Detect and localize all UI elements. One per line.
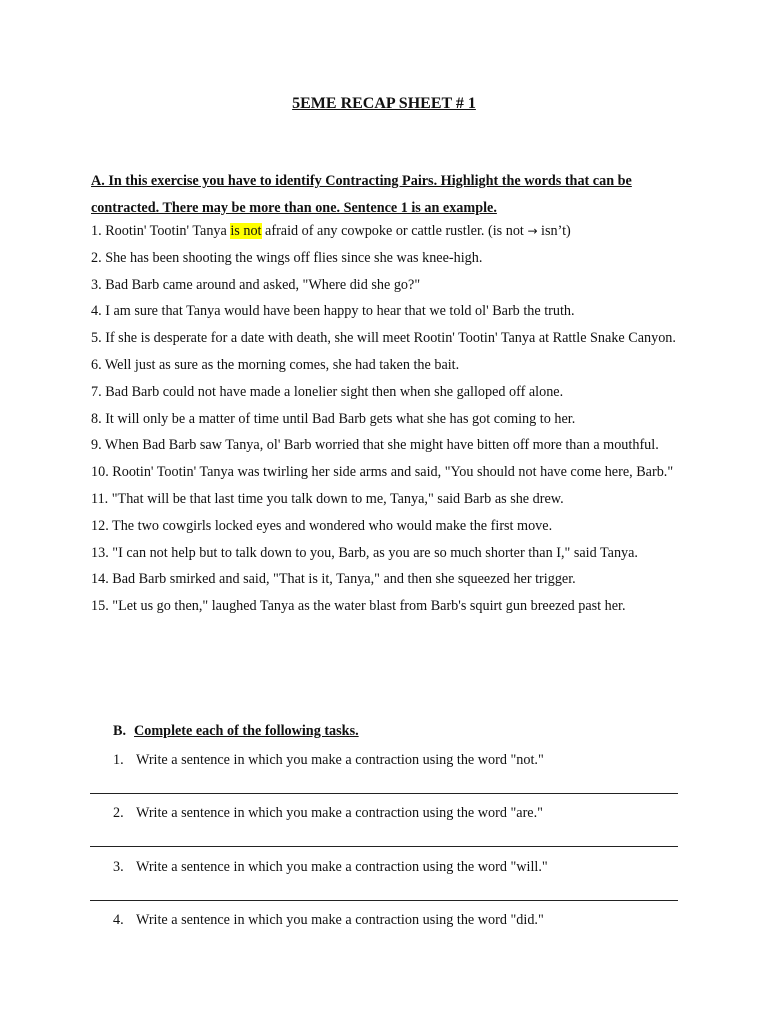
task-item (113, 912, 544, 929)
task-item (113, 752, 544, 769)
task-number: 2. (113, 805, 124, 821)
section-b-letter: B. (113, 723, 127, 739)
task-number: 3. (113, 859, 124, 875)
sentence-item: 2. She has been shooting the wings off flies since she was knee-high. (91, 249, 483, 266)
sentence-list (91, 218, 691, 620)
task-text: Write a sentence in which you make a contraction using the word "did." (136, 912, 544, 928)
sentence-item: 5. If she is desperate for a date with death, she will meet Rootin' Tootin' Tanya at Rattle Snake Canyon. (91, 330, 676, 347)
sentence-example (91, 218, 691, 245)
sentence-item: 13. "I can not help but to talk down to you, Barb, as you are so much shorter than I," said Tanya. (91, 544, 638, 561)
task-number: 1. (113, 752, 124, 768)
section-a-example-note: Sentence 1 is an example. (340, 200, 497, 216)
arrow-right-icon: → (527, 224, 538, 238)
sentence-item: 15. "Let us go then," laughed Tanya as the water blast from Barb's squirt gun breezed past her. (91, 598, 626, 615)
sentence-item: 6. Well just as sure as the morning comes, she had taken the bait. (91, 356, 460, 373)
section-b-heading (113, 723, 359, 740)
task-item (113, 859, 548, 876)
sentence-item: 7. Bad Barb could not have made a lonelier sight then when she galloped off alone. (91, 383, 564, 400)
page-title: 5EME RECAP SHEET # 1 (292, 95, 476, 112)
sentence-item: 14. Bad Barb smirked and said, "That is it, Tanya," and then she squeezed her trigger. (91, 571, 576, 588)
sentence-item: 11. "That will be that last time you talk down to me, Tanya," said Barb as she drew. (91, 490, 564, 507)
sentence-item: 3. Bad Barb came around and asked, "Where did she go?" (91, 276, 421, 293)
task-text: Write a sentence in which you make a contraction using the word "will." (136, 859, 548, 875)
answer-line[interactable] (90, 846, 678, 847)
task-item (113, 805, 543, 822)
example-suffix: afraid of any cowpoke or cattle rustler. (is not (261, 223, 528, 239)
answer-line[interactable] (90, 793, 678, 794)
sentence-item: 4. I am sure that Tanya would have been happy to hear that we told ol' Barb the truth. (91, 303, 575, 320)
answer-line[interactable] (90, 900, 678, 901)
section-a-heading (91, 168, 691, 222)
task-text: Write a sentence in which you make a contraction using the word "are." (136, 805, 543, 821)
section-b-title: Complete each of the following tasks. (134, 723, 359, 739)
section-a-instructions: A. In this exercise you have to identify Contracting Pairs. Highlight the words that can be contracted. There may be more than one. (91, 173, 632, 216)
sentence-item: 12. The two cowgirls locked eyes and wondered who would make the first move. (91, 517, 553, 534)
example-prefix: 1. Rootin' Tootin' Tanya (91, 223, 231, 239)
sentence-item: 9. When Bad Barb saw Tanya, ol' Barb worried that she might have bitten off more than a mouthful. (91, 437, 659, 454)
task-text: Write a sentence in which you make a contraction using the word "not." (136, 752, 544, 768)
sentence-item: 8. It will only be a matter of time until Bad Barb gets what she has got coming to her. (91, 410, 576, 427)
highlighted-words: is not (230, 223, 262, 239)
task-number: 4. (113, 912, 124, 928)
example-contraction: isn’t) (537, 223, 571, 239)
sentence-item: 10. Rootin' Tootin' Tanya was twirling her side arms and said, "You should not have come here, Barb." (91, 464, 674, 481)
